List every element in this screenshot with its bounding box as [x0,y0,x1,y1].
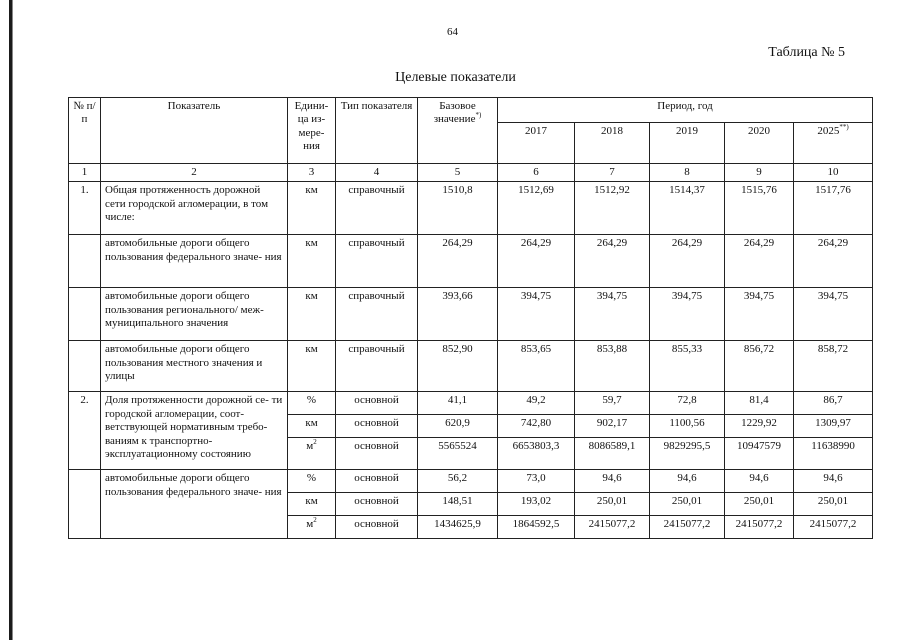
value-cell: 858,72 [794,341,873,392]
unit-cell: км [288,341,336,392]
header-base-label: Базовое значение [433,100,476,126]
value-cell: 2415077,2 [725,516,794,539]
value-cell: 264,29 [725,235,794,288]
header-row-top [69,98,873,123]
unit-superscript: 2 [313,438,317,447]
indicator-name: автомобильные дороги общего пользования регионального/ меж- муниципального значения [101,288,288,341]
value-cell: 853,65 [498,341,575,392]
value-cell: 56,2 [418,470,498,493]
col-number: 1 [69,164,101,182]
value-cell: 1864592,5 [498,516,575,539]
indicator-name: автомобильные дороги общего пользования местного значения и улицы [101,341,288,392]
row-number-empty [69,470,101,539]
col-number: 8 [650,164,725,182]
header-indicator: Показатель [101,98,288,164]
type-cell: основной [336,493,418,516]
value-cell: 8086589,1 [575,438,650,470]
header-year: 2019 [650,123,725,164]
value-cell: 72,8 [650,392,725,415]
value-cell: 193,02 [498,493,575,516]
table-title: Целевые показатели [395,70,516,85]
type-cell: основной [336,516,418,539]
value-cell: 902,17 [575,415,650,438]
page-number: 64 [447,26,458,38]
header-unit: Едини- ца из- мере- ния [288,98,336,164]
value-cell: 86,7 [794,392,873,415]
value-cell: 1229,92 [725,415,794,438]
row-number-empty [69,288,101,341]
unit-cell: км [288,493,336,516]
indicator-name: Общая протяженность дорожной сети городской агломерации, в том числе: [101,182,288,235]
value-cell: 11638990 [794,438,873,470]
header-year: 2018 [575,123,650,164]
row-number-empty [69,235,101,288]
header-year-last-mark: **) [839,123,849,131]
row-number: 1. [69,182,101,235]
row-number: 2. [69,392,101,470]
indicator-name: автомобильные дороги общего пользования федерального значе- ния [101,235,288,288]
table-row [69,470,873,493]
value-cell: 73,0 [498,470,575,493]
type-cell: основной [336,415,418,438]
value-cell: 9829295,5 [650,438,725,470]
value-cell: 148,51 [418,493,498,516]
unit-cell: км [288,288,336,341]
value-cell: 394,75 [725,288,794,341]
value-cell: 250,01 [575,493,650,516]
value-cell: 2415077,2 [650,516,725,539]
col-number: 7 [575,164,650,182]
value-cell: 1512,92 [575,182,650,235]
value-cell: 6653803,3 [498,438,575,470]
table-label: Таблица № 5 [768,45,845,60]
header-num: № п/п [69,98,101,164]
value-cell: 1515,76 [725,182,794,235]
unit-cell: км [288,235,336,288]
value-cell: 2415077,2 [575,516,650,539]
type-cell: основной [336,392,418,415]
unit-cell: км [288,415,336,438]
value-cell: 2415077,2 [794,516,873,539]
column-number-row [69,164,873,182]
unit-cell: км [288,182,336,235]
header-year: 2020 [725,123,794,164]
value-cell: 10947579 [725,438,794,470]
col-number: 9 [725,164,794,182]
col-number: 3 [288,164,336,182]
table-row [69,341,873,392]
value-cell: 855,33 [650,341,725,392]
value-cell: 250,01 [650,493,725,516]
value-cell: 264,29 [418,235,498,288]
value-cell: 264,29 [498,235,575,288]
unit-superscript: 2 [313,516,317,525]
value-cell: 5565524 [418,438,498,470]
indicators-table [68,97,873,539]
col-number: 10 [794,164,873,182]
value-cell: 81,4 [725,392,794,415]
table-row [69,392,873,415]
header-period: Период, год [498,98,873,123]
value-cell: 94,6 [725,470,794,493]
type-cell: основной [336,470,418,493]
unit-label: м [306,440,314,453]
header-base-mark: *) [475,111,482,120]
value-cell: 1309,97 [794,415,873,438]
header-type: Тип показателя [336,98,418,164]
unit-cell: % [288,392,336,415]
value-cell: 264,29 [575,235,650,288]
table-row [69,288,873,341]
col-number: 6 [498,164,575,182]
value-cell: 250,01 [725,493,794,516]
value-cell: 852,90 [418,341,498,392]
value-cell: 250,01 [794,493,873,516]
header-year: 2017 [498,123,575,164]
indicator-name: автомобильные дороги общего пользования федерального значе- ния [101,470,288,539]
unit-label: м [306,518,314,531]
table-row [69,235,873,288]
unit-cell [288,438,336,470]
table-row [69,182,873,235]
value-cell: 264,29 [650,235,725,288]
col-number: 4 [336,164,418,182]
value-cell: 1514,37 [650,182,725,235]
value-cell: 394,75 [794,288,873,341]
value-cell: 1100,56 [650,415,725,438]
value-cell: 394,75 [650,288,725,341]
value-cell: 742,80 [498,415,575,438]
value-cell: 59,7 [575,392,650,415]
type-cell: справочный [336,288,418,341]
unit-cell: % [288,470,336,493]
col-number: 2 [101,164,288,182]
type-cell: основной [336,438,418,470]
value-cell: 94,6 [794,470,873,493]
value-cell: 620,9 [418,415,498,438]
col-number: 5 [418,164,498,182]
header-base [418,98,498,164]
unit-cell [288,516,336,539]
indicator-name: Доля протяженности дорожной се- ти городской агломерации, соот- ветствующей нормативным требо- ваниям к транспортно- эксплуатационному состоянию [101,392,288,470]
header-year-last-label: 2025 [817,125,840,137]
type-cell: справочный [336,235,418,288]
value-cell: 1517,76 [794,182,873,235]
type-cell: справочный [336,182,418,235]
value-cell: 1512,69 [498,182,575,235]
header-year-last [794,123,873,164]
value-cell: 49,2 [498,392,575,415]
type-cell: справочный [336,341,418,392]
value-cell: 856,72 [725,341,794,392]
row-number-empty [69,341,101,392]
value-cell: 1434625,9 [418,516,498,539]
value-cell: 41,1 [418,392,498,415]
value-cell: 393,66 [418,288,498,341]
value-cell: 264,29 [794,235,873,288]
scan-edge-line [12,0,13,640]
value-cell: 94,6 [575,470,650,493]
value-cell: 394,75 [575,288,650,341]
value-cell: 94,6 [650,470,725,493]
value-cell: 1510,8 [418,182,498,235]
value-cell: 853,88 [575,341,650,392]
value-cell: 394,75 [498,288,575,341]
